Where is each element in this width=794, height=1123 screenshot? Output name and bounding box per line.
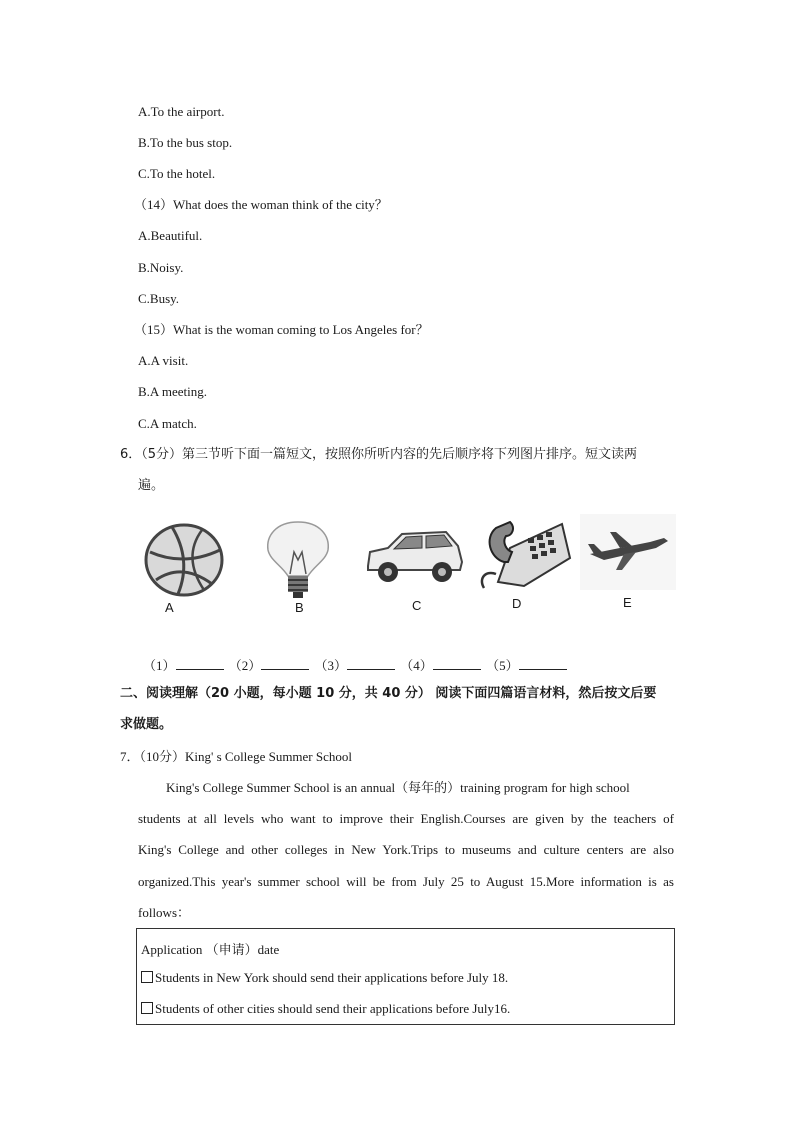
- q6-instruction-line1: 6．（5分）第三节听下面一篇短文，按照你所听内容的先后顺序将下列图片排序。短文读两: [120, 447, 638, 462]
- basketball-icon: [142, 522, 226, 600]
- checkbox-icon: [141, 971, 153, 983]
- answer-blank-1[interactable]: [176, 657, 224, 670]
- q15-stem: （15）What is the woman coming to Los Angeles for？: [134, 322, 429, 337]
- telephone-icon: [476, 518, 574, 590]
- q7-para-line3: King's College and other colleges in New York.Trips to museums and culture centers are also: [138, 842, 674, 857]
- q14-option-c: C.Busy.: [138, 291, 180, 306]
- q15-option-a: A.A visit.: [138, 353, 189, 368]
- answer-blanks: [143, 655, 569, 674]
- picture-label-b: B: [295, 600, 304, 615]
- q13-option-a: A.To the airport.: [138, 104, 225, 119]
- picture-label-a: A: [165, 600, 174, 615]
- q13-option-c: C.To the hotel.: [138, 166, 216, 181]
- q6-instruction-line2: 遍。: [138, 478, 165, 493]
- application-item-1-text: Students in New York should send their applications before July 18.: [155, 970, 509, 985]
- blank-label-3: （3）: [314, 658, 348, 673]
- answer-blank-5[interactable]: [519, 657, 567, 670]
- answer-blank-3[interactable]: [347, 657, 395, 670]
- q15-option-b: B.A meeting.: [138, 384, 207, 399]
- picture-strip: [138, 512, 678, 640]
- blank-label-2: （2）: [228, 658, 262, 673]
- answer-blank-2[interactable]: [261, 657, 309, 670]
- q7-para-line5: follows：: [138, 905, 191, 920]
- q14-stem: （14）What does the woman think of the city？: [134, 197, 388, 212]
- picture-label-e: E: [623, 595, 632, 610]
- q7-para-line4: organized.This year's summer school will be from July 25 to August 15.More information is as: [138, 874, 674, 889]
- picture-label-c: C: [412, 598, 422, 613]
- answer-blank-4[interactable]: [433, 657, 481, 670]
- car-icon: [362, 526, 466, 586]
- q7-para-line2: students at all levels who want to improve their English.Courses are given by the teachers of: [138, 811, 674, 826]
- section2-heading-line2: 求做题。: [120, 717, 173, 732]
- application-info-box: [136, 928, 675, 1025]
- blank-label-1: （1）: [143, 658, 176, 673]
- checkbox-icon: [141, 1002, 153, 1014]
- section2-heading-line1: 二、阅读理解（20 小题，每小题 10 分，共 40 分） 阅读下面四篇语言材料，然后按文后要: [120, 686, 657, 701]
- q14-option-a: A.Beautiful.: [138, 228, 203, 243]
- blank-label-5: （5）: [486, 658, 519, 673]
- q14-option-b: B.Noisy.: [138, 260, 184, 275]
- blank-label-4: （4）: [400, 658, 433, 673]
- airplane-icon: [580, 514, 676, 590]
- q15-option-c: C.A match.: [138, 416, 197, 431]
- application-item-2: [141, 1001, 510, 1017]
- picture-label-d: D: [512, 596, 522, 611]
- q7-title: 7．（10分）King' s College Summer School: [120, 749, 353, 764]
- light-bulb-icon: [260, 518, 336, 600]
- q13-option-b: B.To the bus stop.: [138, 135, 233, 150]
- application-heading: Application （申请）date: [141, 942, 280, 957]
- application-item-1: [141, 970, 508, 986]
- q7-para-line1: King's College Summer School is an annual（每年的）training program for high school: [166, 780, 630, 795]
- application-item-2-text: Students of other cities should send their applications before July16.: [155, 1001, 511, 1016]
